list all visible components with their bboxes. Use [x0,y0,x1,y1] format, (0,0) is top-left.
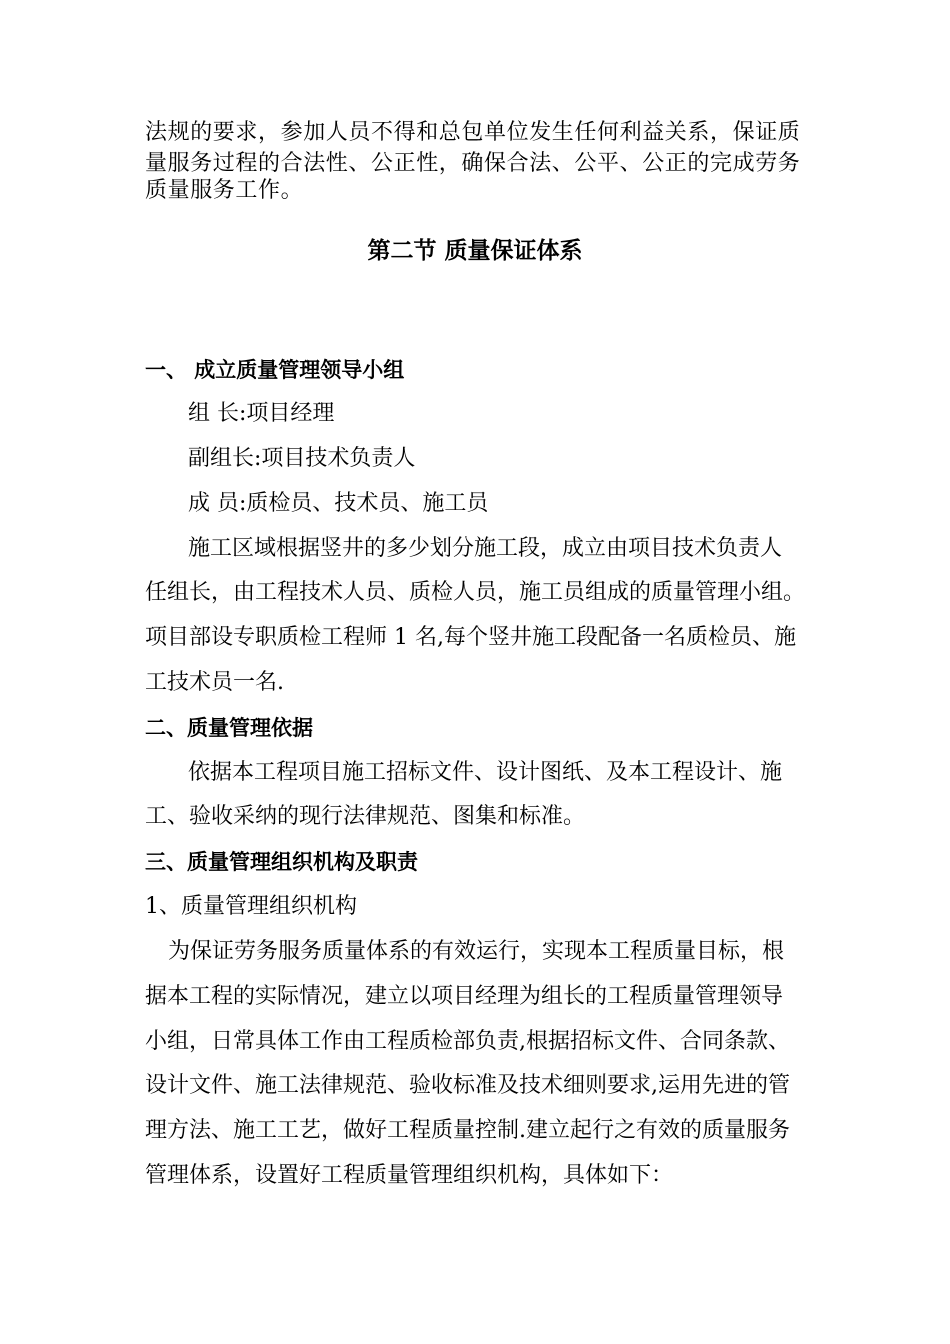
paragraph-line: 依据本工程项目施工招标文件、设计图纸、及本工程设计、施 [188,760,783,785]
section-heading-2: 二、质量管理依据 [145,715,313,740]
paragraph-line: 据本工程的实际情况，建立以项目经理为组长的工程质量管理领导 [145,984,784,1009]
paragraph-line: 小组，日常具体工作由工程质检部负责,根据招标文件、合同条款、 [145,1029,790,1054]
paragraph-line: 工技术员一名. [145,670,284,695]
intro-line: 质量服务工作。 [145,178,304,203]
intro-line: 法规的要求，参加人员不得和总包单位发生任何利益关系，保证质 [145,120,801,145]
section-heading-3: 三、质量管理组织机构及职责 [145,849,418,874]
paragraph-line: 管理体系，设置好工程质量管理组织机构，具体如下： [145,1163,674,1188]
paragraph-line: 理方法、施工工艺，做好工程质量控制.建立起行之有效的质量服务 [145,1118,790,1143]
members-line: 成 员:质检员、技术员、施工员 [188,491,489,516]
deputy-line: 副组长:项目技术负责人 [188,446,416,471]
intro-line: 量服务过程的合法性、公正性，确保合法、公平、公正的完成劳务 [145,151,801,176]
leader-line: 组 长:项目经理 [188,401,335,426]
paragraph-line: 项目部设专职质检工程师 1 名,每个竖井施工段配备一名质检员、施 [145,625,796,650]
paragraph-line: 工、验收采纳的现行法律规范、图集和标准。 [145,804,586,829]
section-title: 第二节 质量保证体系 [367,237,583,264]
paragraph-line: 施工区域根据竖井的多少划分施工段，成立由项目技术负责人 [188,536,783,561]
paragraph-line: 设计文件、施工法律规范、验收标准及技术细则要求,运用先进的管 [145,1073,790,1098]
subheading: 1、质量管理组织机构 [145,894,357,919]
paragraph-line: 任组长，由工程技术人员、质检人员，施工员组成的质量管理小组。 [145,580,806,605]
section-heading-1: 一、 成立质量管理领导小组 [145,357,405,382]
paragraph-line: 为保证劳务服务质量体系的有效运行，实现本工程质量目标，根 [168,939,785,964]
